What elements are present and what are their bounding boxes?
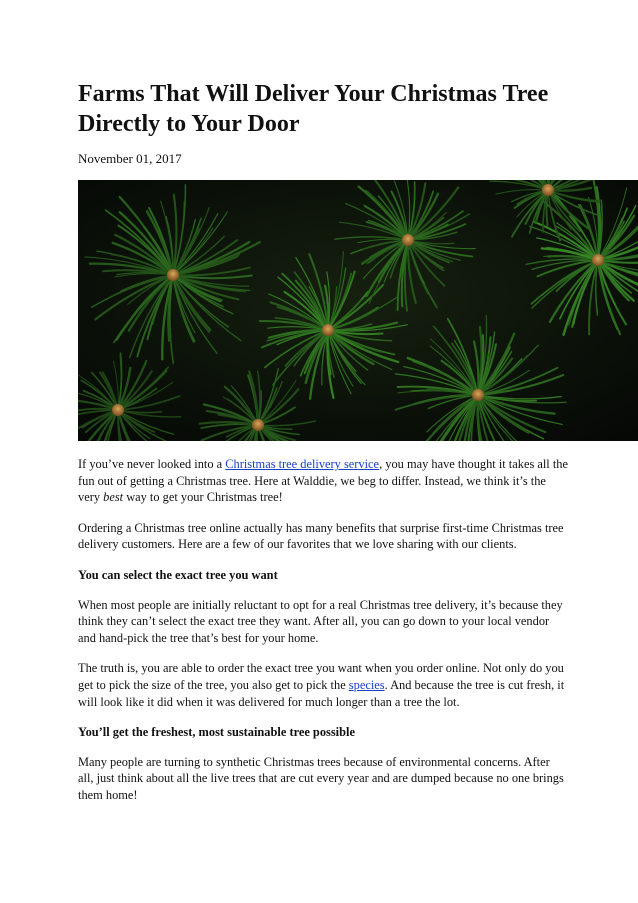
species-link[interactable]: species	[348, 677, 385, 692]
paragraph-intro: If you’ve never looked into a Christmas tree delivery service, you may have thought it takes all the fun out of getting a Christmas tree. Here at Walddie, we beg to differ. Instead, we think it’s the very best way to get your Christmas tree!	[78, 457, 568, 505]
section-heading-freshest: You’ll get the freshest, most sustainable tree possible	[78, 725, 355, 740]
pine-branches-illustration	[78, 180, 638, 441]
pine-bud	[112, 404, 124, 416]
pine-bud	[167, 269, 179, 281]
pine-bud	[542, 184, 554, 196]
section-heading-select-tree: You can select the exact tree you want	[78, 567, 278, 582]
pine-bud	[592, 254, 604, 266]
pine-bud	[322, 324, 334, 336]
emphasis-best: best	[103, 490, 124, 505]
christmas-tree-delivery-link[interactable]: Christmas tree delivery service	[225, 457, 380, 471]
article-date: November 01, 2017	[78, 151, 182, 166]
paragraph-reluctant: When most people are initially reluctant to opt for a real Christmas tree delivery, it’s because they think they can’t select the exact tree they want. After all, you can go down to your local vendor and hand-pick the tree that’s best for your home.	[78, 597, 563, 645]
article-title: Farms That Will Deliver Your Christmas Tree Directly to Your Door	[78, 81, 549, 137]
pine-bud	[402, 234, 414, 246]
pine-bud	[472, 389, 484, 401]
paragraph-benefits: Ordering a Christmas tree online actually has many benefits that surprise first-time Christmas tree delivery customers. Here are a few of our favorites that we love sharing with our clients.	[78, 520, 564, 552]
paragraph-synthetic: Many people are turning to synthetic Christmas trees because of environmental concerns. After all, just think about all the live trees that are cut every year and are dumped because no one brings them home!	[78, 754, 564, 802]
pine-bud	[252, 419, 264, 431]
paragraph-order-exact: The truth is, you are able to order the exact tree you want when you order online. Not only do you get to pick the size of the tree, you also get to pick the species. And because the tree is cut fresh, it will look like it did when it was delivered for much longer than a tree the lot.	[78, 661, 565, 709]
hero-image	[78, 180, 638, 441]
